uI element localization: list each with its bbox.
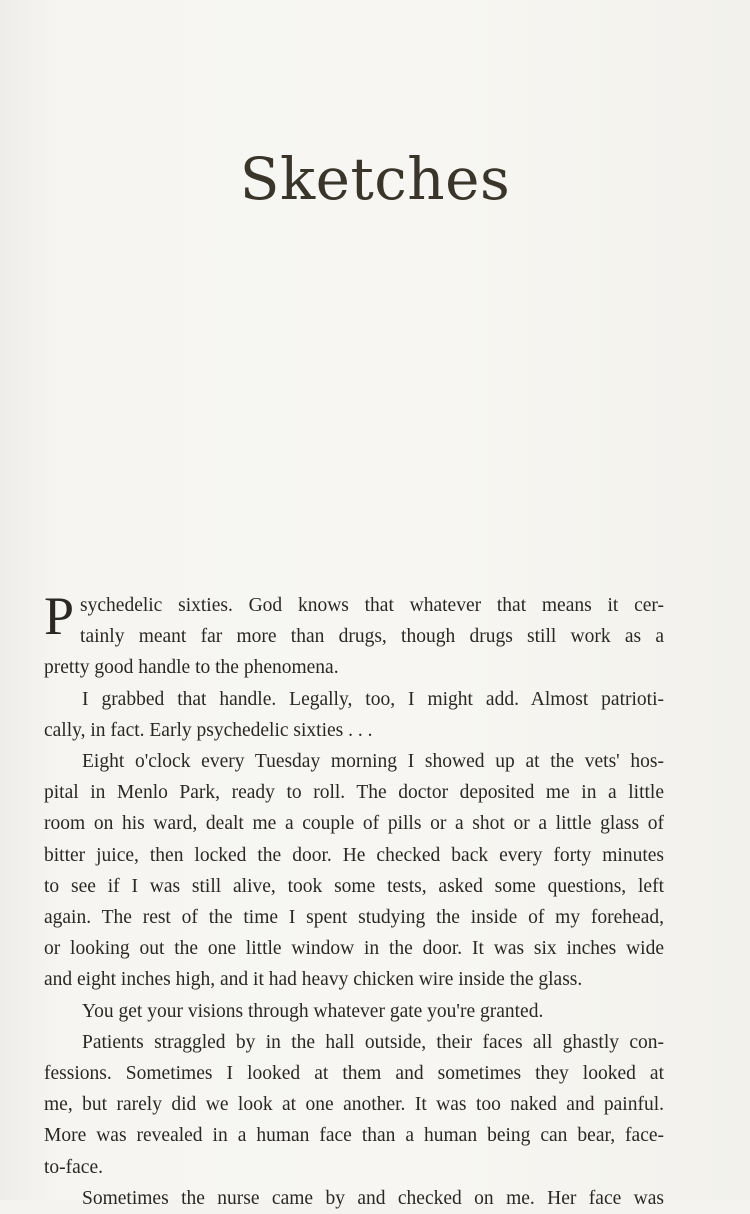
text-line: Sometimes the nurse came by and checked on me. Her face was bbox=[82, 1187, 664, 1209]
text-line: pretty good handle to the phenomena. bbox=[44, 657, 339, 679]
text-line: or looking out the one little window in the door. It was six inches wide bbox=[44, 938, 664, 960]
text-line: I grabbed that handle. Legally, too, I might add. Almost patrioti- bbox=[82, 688, 664, 710]
text-line: pital in Menlo Park, ready to roll. The doctor deposited me in a little bbox=[44, 782, 664, 804]
text-line: You get your visions through whatever gate you're granted. bbox=[82, 1000, 544, 1022]
text-line: and eight inches high, and it had heavy chicken wire inside the glass. bbox=[44, 969, 583, 991]
text-line: bitter juice, then locked the door. He checked back every forty minutes bbox=[44, 844, 664, 866]
paragraph-1 bbox=[44, 586, 664, 684]
chapter-title: Sketches bbox=[239, 145, 511, 213]
text-line: Eight o'clock every Tuesday morning I showed up at the vets' hos- bbox=[82, 751, 664, 773]
text-line: to-face. bbox=[44, 1156, 103, 1178]
paragraph-5 bbox=[44, 1027, 664, 1183]
drop-cap: P bbox=[44, 586, 75, 646]
text-line: More was revealed in a human face than a human being can bear, face- bbox=[44, 1125, 664, 1147]
text-line: to see if I was still alive, took some tests, asked some questions, left bbox=[44, 875, 664, 897]
text-line: Patients straggled by in the hall outside, their faces all ghastly con- bbox=[82, 1031, 664, 1053]
text-line: room on his ward, dealt me a couple of pills or a shot or a little glass of bbox=[44, 813, 664, 835]
text-line: fessions. Sometimes I looked at them and sometimes they looked at bbox=[44, 1063, 664, 1085]
paragraph-2 bbox=[44, 684, 664, 746]
text-line: tainly meant far more than drugs, though drugs still work as a bbox=[80, 626, 664, 648]
paragraph-6 bbox=[44, 1183, 664, 1214]
paragraph-4 bbox=[44, 996, 664, 1027]
body-text bbox=[44, 586, 664, 1214]
text-line: again. The rest of the time I spent studying the inside of my forehead, bbox=[44, 907, 664, 929]
text-line: cally, in fact. Early psychedelic sixties . . . bbox=[44, 719, 373, 741]
text-line: me, but rarely did we look at one another. It was too naked and painful. bbox=[44, 1094, 664, 1116]
text-line: sychedelic sixties. God knows that whatever that means it cer- bbox=[80, 595, 664, 616]
paragraph-3 bbox=[44, 746, 664, 996]
